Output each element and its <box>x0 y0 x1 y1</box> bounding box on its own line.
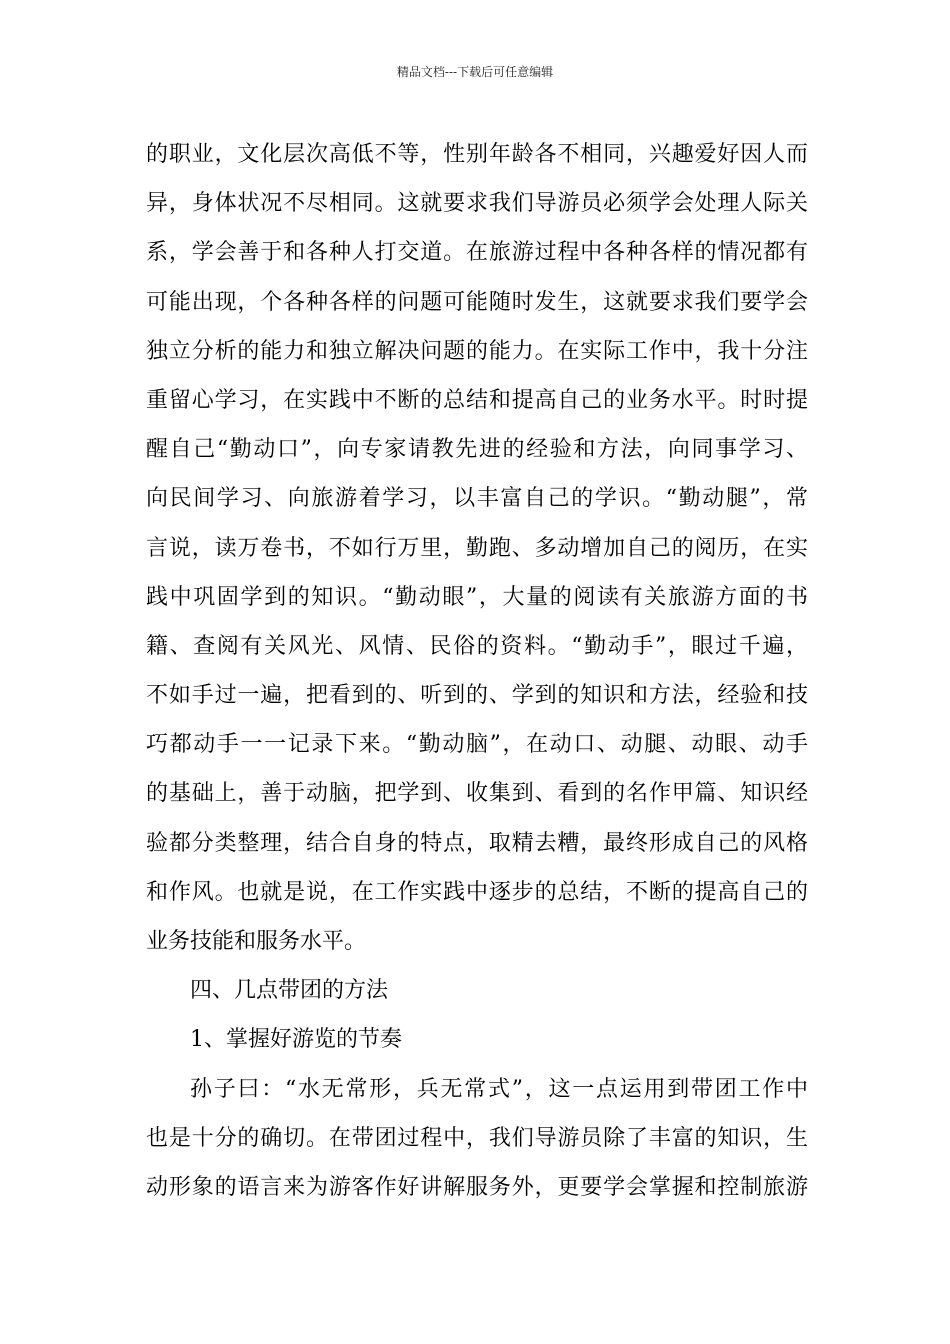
text-line: 系，学会善于和各种人打交道。在旅游过程中各种各样的情况都有 <box>146 240 808 266</box>
text-line: 的基础上，善于动脑，把学到、收集到、看到的名作甲篇、知识经 <box>146 781 808 807</box>
text-line: 巧都动手一一记录下来。“勤动脑”，在动口、动腿、动眼、动手 <box>146 732 808 758</box>
text-line: 和作风。也就是说，在工作实践中逐步的总结，不断的提高自己的 <box>146 879 808 905</box>
text-line: 醒自己“勤动口”，向专家请教先进的经验和方法，向同事学习、 <box>146 437 808 463</box>
text-line: 言说，读万卷书，不如行万里，勤跑、多动增加自己的阅历，在实 <box>146 535 808 561</box>
text-line: 践中巩固学到的知识。“勤动眼”，大量的阅读有关旅游方面的书 <box>146 584 808 610</box>
section-heading: 四、几点带团的方法 <box>190 978 389 1004</box>
text-line: 的职业，文化层次高低不等，性别年龄各不相同，兴趣爱好因人而 <box>146 142 808 167</box>
text-line: 可能出现，个各种各样的问题可能随时发生，这就要求我们要学会 <box>146 289 808 315</box>
text-line: 孙子曰：“水无常形，兵无常式”，这一点运用到带团工作中 <box>190 1076 808 1102</box>
text-line: 动形象的语言来为游客作好讲解服务外，更要学会掌握和控制旅游 <box>146 1174 808 1200</box>
text-line: 异，身体状况不尽相同。这就要求我们导游员必须学会处理人际关 <box>146 191 808 217</box>
text-line: 也是十分的确切。在带团过程中，我们导游员除了丰富的知识，生 <box>146 1125 808 1151</box>
text-line: 验都分类整理，结合自身的特点，取精去糟，最终形成自己的风格 <box>146 830 808 856</box>
page-header: 精品文档---下载后可任意编辑 <box>396 65 554 79</box>
text-line: 籍、查阅有关风光、风情、民俗的资料。“勤动手”，眼过千遍， <box>146 633 808 659</box>
text-line: 业务技能和服务水平。 <box>146 929 367 954</box>
document-body <box>146 130 808 1212</box>
text-line: 向民间学习、向旅游着学习，以丰富自己的学识。“勤动腿”，常 <box>146 486 808 512</box>
text-line: 独立分析的能力和独立解决问题的能力。在实际工作中，我十分注 <box>146 338 808 364</box>
subsection-heading: 1、掌握好游览的节奏 <box>190 1027 402 1053</box>
text-line: 重留心学习，在实践中不断的总结和提高自己的业务水平。时时提 <box>146 387 808 413</box>
text-line: 不如手过一遍，把看到的、听到的、学到的知识和方法，经验和技 <box>146 683 808 709</box>
